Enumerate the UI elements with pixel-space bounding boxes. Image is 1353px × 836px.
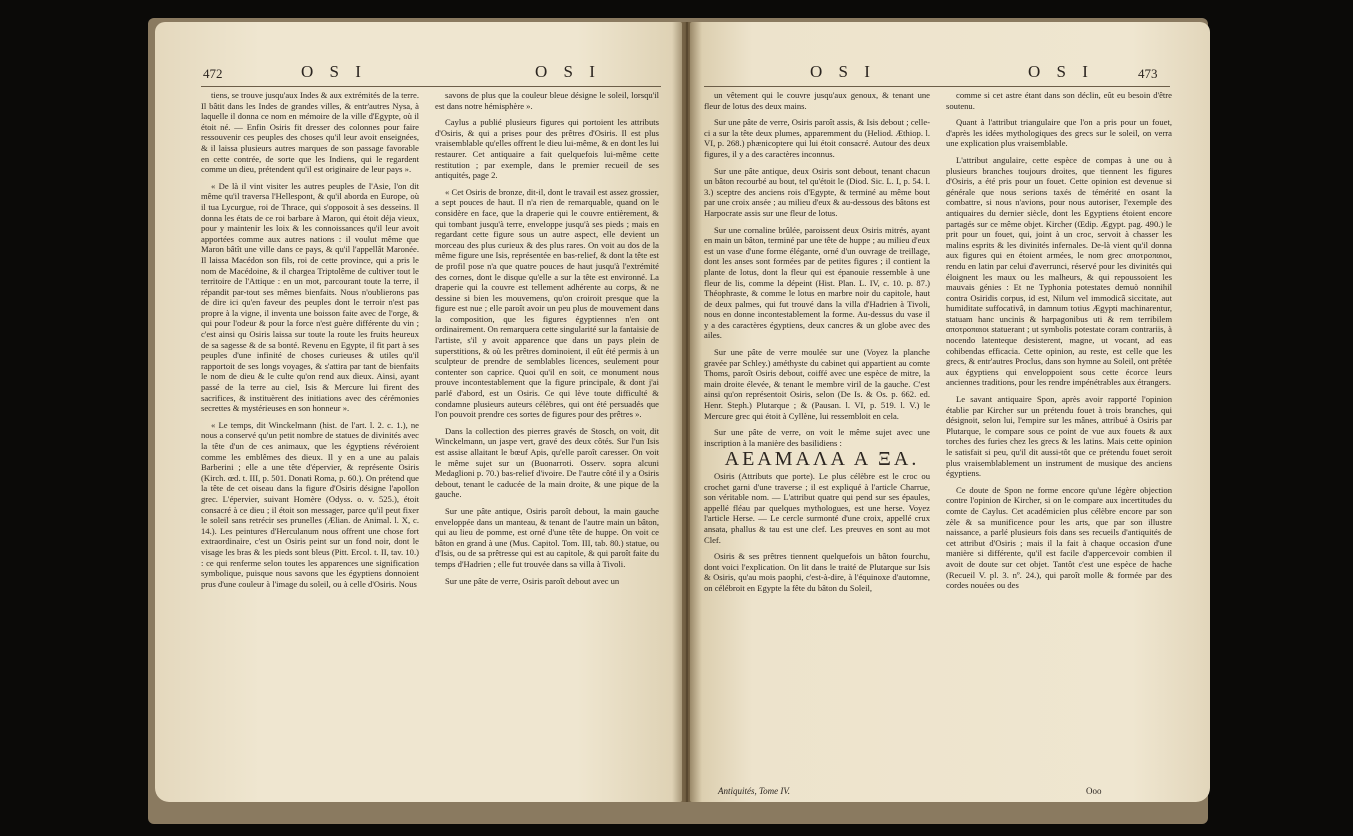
paragraph: Sur une pâte de verre moulée sur une (Voyez la planche gravée par Schley.) améthyste du cabinet qui appartient au comte Thoms, paroît Osiris debout, coiffé avec une espèce de mitre, la main droite élevée, & tenant le membre viril de la gauche. C'est ainsi qu'on représentoit Osiris, selon (De Is. & Os. p. 662. ed. Henr. Steph.) Plutarque ; & (Pausan. l. VI, p. 519. l. V.) le Mercure grec qui étoit à Cyllène, lui ressembloit en cela. [704,347,930,421]
left-page [155,22,682,802]
paragraph: tiens, se trouve jusqu'aux Indes & aux extrémités de la terre. Il bâtit dans les Indes de grandes villes, & entr'autres Nysa, à laquelle il donna ce nom en mémoire de la ville d'Egypte, où il étoit né. — Enfin Osiris fit dresser des colonnes pour faire ressouvenir ces peuples des choses qu'il leur avoit enseignées, & il laissa plusieurs autres marques de son passage favorable en cette contrée, de sorte que les Indiens, qui le regardent comme un dieu, prétendent qu'il est originaire de leur pays ». [201,90,419,175]
paragraph: Quant à l'attribut triangulaire que l'on a pris pour un fouet, d'après les idées mythologiques des grecs sur le soleil, on verra une explication plus vraisemblable. [946,117,1172,149]
paragraph: ΑΕΑΜΑΛΑ Α ΞΑ. [724,448,920,471]
left-header-rule [201,86,661,87]
paragraph: Sur une pâte antique, Osiris paroît debout, la main gauche enveloppée dans un manteau, & tenant de l'autre main un bâton, qui au lieu de pomme, est orné d'une tête de huppe. On voit ce bâton en grand à une (Mus. Capitol. Tom. III, tab. 80.) statue, ou d'Isis, ou de sa prêtresse qui est au capitole, & qui paroît faite du temps d'Hadrien ; elle fut trouvée dans sa villa à Tivoli. [435,505,659,569]
paragraph: L'attribut angulaire, cette espèce de compas à une ou à plusieurs branches toujours droites, que tiennent les figures d'Osiris, a été pris pour un fouet. Cette opinion est devenue si générale que nous serions taxés de témérité en osant la combattre, si nous n'avions, pour nous autoriser, l'exemple des antiquaires du dernier siècle, dont les Egyptiens étoient encore partagés sur ce même objet. Kircher (Œdip. Ægypt. pag. 490.) le prit pour un fouet, qui, joint à un croc, servoit à chasser les malins esprits & les divinités infernales. De-là vient qu'il donna aux figures qui en étoient armées, le nom grec αποτροπαιοι, rendu en latin par celui d'averrunci, réservé pour les divinités qui éloignent les maux ou les malheurs, & qui repoussoient les mauvais génies : Et ne Typhonia potestates demuò nonnihil contra Osiridis corpus, id est, Nilum vel immodicâ siccitate, aut humiditate suffocativâ, in damnum totius Ægypti machinarentur, statuam hanc uncinis & harpagonibus uti & rem terribilem αποτροπαιοι statuerant ; ut symbolis potestate coram contrariis, à nocendo latenteque desisterent, magne, ut vocant, ad eas cohibendas efficacia. Cette opinion, au reste, est celle que les grecs, & entr'autres Proclus, dans son hymne au Soleil, ont prêtée aux égyptiens qui enveloppoient sous cette écorce leurs anciennes traditions, pour les rendre impénétrables aux étrangers. [946,154,1172,388]
paragraph: « Cet Osiris de bronze, dit-il, dont le travail est assez grossier, a sept pouces de haut. Il n'a rien de remarquable, quand on le considère en face, que la draperie qui le couvre entièrement, & qui tombant jusqu'à terre, enveloppe jusqu'à ses pieds ; mais en regardant cette figure sous un autre aspect, elle devient un morceau des plus curieux & des plus rares. On voit au dos de la même figure une Isis, représentée en bas-relief, & dont la tête est de profil pose n'a que quatre pouces de haut jusqu'à l'extrémité des cornes, dont le disque qu'elle a sur la tête est environné. La draperie qui la couvre est tellement adhérente au corps, & ne dessine si bien les mouvemens, qu'on croiroit presque que la figure est nue ; elle paroît avoir un peu plus de mouvement dans la composition, que les figures égyptiennes n'en ont ordinairement. On remarquera cette singularité sur la fantaisie de l'artiste, s'il y avoit apparence que dans un pays plein de superstitions, & où les prêtres dominoient, il eût été permis à un sculpteur de prendre de semblables licences, seulement pour contenter son caprice. Quoi qu'il en soit, ce monument nous prouve incontestablement que la figure principale, & dont j'ai parlé d'abord, est un Osiris. Ce qui lève toute difficulté & condamne plusieurs auteurs célèbres, qui ont été persuadés que l'on pouvoit prendre ces sortes de figures pour des prêtres ». [435,186,659,420]
paragraph: Sur une cornaline brûlée, paroissent deux Osiris mitrés, ayant en main un bâton, terminé par une tête de huppe ; au milieu d'eux est un vase d'une forme élégante, orné d'un ouvrage de treillage, dont les anses sont formées par de petites figures ; il contient la plante de lotus, dont la fleur qui est épanouie ressemble à une fleur de lis, comme la dépeint (Hist. Plan. L. IV, c. 10. p. 87.) Théophraste, & comme le lotus en marbre noir du capitole, haut de deux palmes, qui fut trouvé dans la villa d'Hadrien à Tivoli, nous en donne incontestablement la forme. Au-dessus du vase il y a des caractères égyptiens, deux cancres & un globe avec des ailes. [704,224,930,341]
paragraph: « Le temps, dit Winckelmann (hist. de l'art. l. 2. c. 1.), ne nous a conservé qu'un petit nombre de statues de divinités avec la tête d'un de ces animaux, que les égyptiens révéroient comme les emblêmes des dieux. Il y en a une au palais Barberini ; elle a une tête d'épervier, & représente Osiris (Kirch. œd. t. III, p. 501. Donati Roma, p. 60.). On prétend que la tête de cet oiseau dans la figure d'Osiris désigne l'apollon grec. L'épervier, suivant Homère (Odyss. o. v. 525.), étoit consacré à ce dieu ; il étoit son messager, parce qu'il peut fixer le soleil sans retrécir ses prunelles (Ælian. de Animal. l. X, c. 14.). Les peintures d'Herculanum nous offrent une chose fort extraordinaire, c'est un Osiris peint sur un fond noir, dont le visage les bras & les pieds sont bleus (Pitt. Ercol. t. II, tav. 10.) : ce qui renferme selon toutes les apparences une signification symbolique, puisque nous savons que les égyptiens donnoient prus d'une couleur à l'image du soleil, ou à celle d'Osiris. Nous [201,419,419,589]
right-running-head-2: O S I [1028,62,1094,81]
signature-mark: Ooo [1086,786,1102,796]
paragraph: Sur une pâte de verre, Osiris paroît assis, & Isis debout ; celle-ci a sur la tête deux plumes, apparemment du (Heliod. Æthiop. l. VI, p. 268.) phænicoptere qui lui étoit consacré. Autour des deux figures, il y a des caractères inconnus. [704,117,930,159]
paragraph: Ce doute de Spon ne forme encore qu'une légère objection contre l'opinion de Kircher, si on le compare aux incertitudes du comte de Caylus. Cet académicien plus célèbre encore par son zèle & sa munificence pour les arts, que par son illustre naissance, a parlé plusieurs fois dans ses recueils d'antiquités de cet attribut d'Osiris ; mais il la fait à chaque occasion d'une manière si différente, qu'il est facile d'appercevoir combien il avoit de doute sur cet objet. Tantôt c'est une espèce de hache (Recueil V. pl. 3. nº. 24.), qui paroît molle & formée par des cordes nouées ou des [946,484,1172,591]
paragraph: Osiris (Attributs que porte). Le plus célèbre est le croc ou crochet garni d'une traverse ; il est expliqué à l'article Charrue, son véritable nom. — L'attribut quatre qui pend sur ses épaules, appellé fléau par quelques mythologues, est une herse. Voyez l'article Herse. — Le cercle surmonté d'une croix, appellé crux ansata, phallus & tau est une clef. Les preuves en sont au mot Clef. [704,471,930,545]
paragraph: Sur une pâte de verre, on voit le même sujet avec une inscription à la manière des basilidiens : [704,427,930,448]
paragraph: Dans la collection des pierres gravés de Stosch, on voit, dit Winckelmann, un jaspe vert, gravé des deux côtés. Sur l'un Isis est assise allaitant le bœuf Apis, qu'elle paroît caresser. On voit le même sujet sur un (Buonarroti. Osserv. sopra alcuni Medaglioni p. 70.) bas-relief d'ivoire. De l'autre côté il y a Osiris debout, tenant le caducée de la main droite, & une pique de la gauche. [435,425,659,500]
paragraph: comme si cet astre étant dans son déclin, eût eu besoin d'être soutenu. [946,90,1172,111]
paragraph: un vêtement qui le couvre jusqu'aux genoux, & tenant une fleur de lotus des deux mains. [704,90,930,111]
right-column-1 [704,90,930,780]
paragraph: savons de plus que la couleur bleue désigne le soleil, lorsqu'il est dans notre hémisphère ». [435,90,659,111]
left-column-2 [435,90,659,790]
right-column-2 [946,90,1172,780]
left-running-head-1: O S I [301,62,367,81]
book-gutter [672,22,702,802]
paragraph: « De là il vint visiter les autres peuples de l'Asie, l'on dit même qu'il traversa l'Hellespont, & qu'il aborda en Europe, où il tua Lycurgue, roi de Thrace, qui s'opposoit à ses desseins. Il donna les états de ce roi barbare à Maron, qui étoit déja vieux, pour y maintenir les loix & les connoissances qu'il leur avoit apportées comme aux autres nations : il voulut même que Maron bâtît une ville dans ce pays, & qu'il l'appellât Maronée. Il laissa Macédon son fils, roi de cette province, qui a pris le nom de Macédoine, & il chargea Triptolême de cultiver tout le territoire de l'Attique : en un mot, parcourant toute la terre, il répandit par-tout ses mêmes bienfaits. Nous n'oublierons pas de dire ici qu'en faveur des peuples dont le terroir n'est pas propre à la vigne, il inventa une boisson faite avec de l'orge, & qui pour l'odeur & pour la force n'est guère différente du vin ; c'est ainsi qu Osiris laissa sur toute la route les fruits heureux de sa sagesse & de sa bonté. Revenu en Egypte, il fit part à ses peuples d'une infinité de choses curieuses & utiles qu'il rapportoit de ses longs voyages, & s'attira par tant de bienfaits le nom de dieu & le culte qu'on rend aux dieux. Ainsi, ayant passé de la terre au ciel, Isis & Mercure lui firent des sacrifices, & instituèrent des initiations avec des cérémonies secrettes & mystérieuses en son honneur ». [201,180,419,414]
left-page-number: 472 [203,66,223,81]
paragraph: Osiris & ses prêtres tiennent quelquefois un bâton fourchu, dont voici l'explication. On lit dans le traité de Plutarque sur Isis & Osiris, qu'au mois paophi, c'est-à-dire, à l'équinoxe d'automne, on célébroit en Egypte la fête du bâton du Soleil, [704,551,930,593]
right-header-rule [704,86,1170,87]
paragraph: Sur une pâte de verre, Osiris paroît debout avec un [445,575,620,586]
left-running-head-2: O S I [535,62,601,81]
paragraph: Le savant antiquaire Spon, après avoir rapporté l'opinion établie par Kircher sur un prétendu fouet à trois branches, qui désignoit, selon lui, l'empire sur les mânes, attribué à Osiris par Plutarque, le compare sous ce point de vue aux fouets & aux torches des furies chez les grecs & les latins. Mais cette opinion le satisfait si peu, qu'il dit aussi-tôt que ce prétendu fouet seroit plus vraisemblablement un instrument de musique des anciens égyptiens. [946,394,1172,479]
left-column-1 [201,90,419,790]
page-footer: Antiquités, Tome IV. [718,786,791,796]
right-page [690,22,1210,802]
right-running-head-1: O S I [810,62,876,81]
right-page-number: 473 [1138,66,1158,81]
paragraph: Caylus a publié plusieurs figures qui portoient les attributs d'Osiris, & qui a prises pour des prêtres d'Osiris. Il est plus vraisemblable qu'elles offrent le dieu lui-même, & en dont les lui restaurer. Cet antiquaire a fait quelquefois lui-même cette restitution ; par exemple, dans le premier recueil de ses antiquités, page 2. [435,117,659,181]
paragraph: Sur une pâte antique, deux Osiris sont debout, tenant chacun un bâton recourbé au bout, tel qu'étoit le (Diod. Sic. L. I, p. 54. l. 3.) sceptre des anciens rois d'Egypte, & terminé au même bout par une croix ansée ; au milieu d'eux & au-dessous des bâtons est Harpocrate assis sur une fleur de lotus. [704,165,930,218]
